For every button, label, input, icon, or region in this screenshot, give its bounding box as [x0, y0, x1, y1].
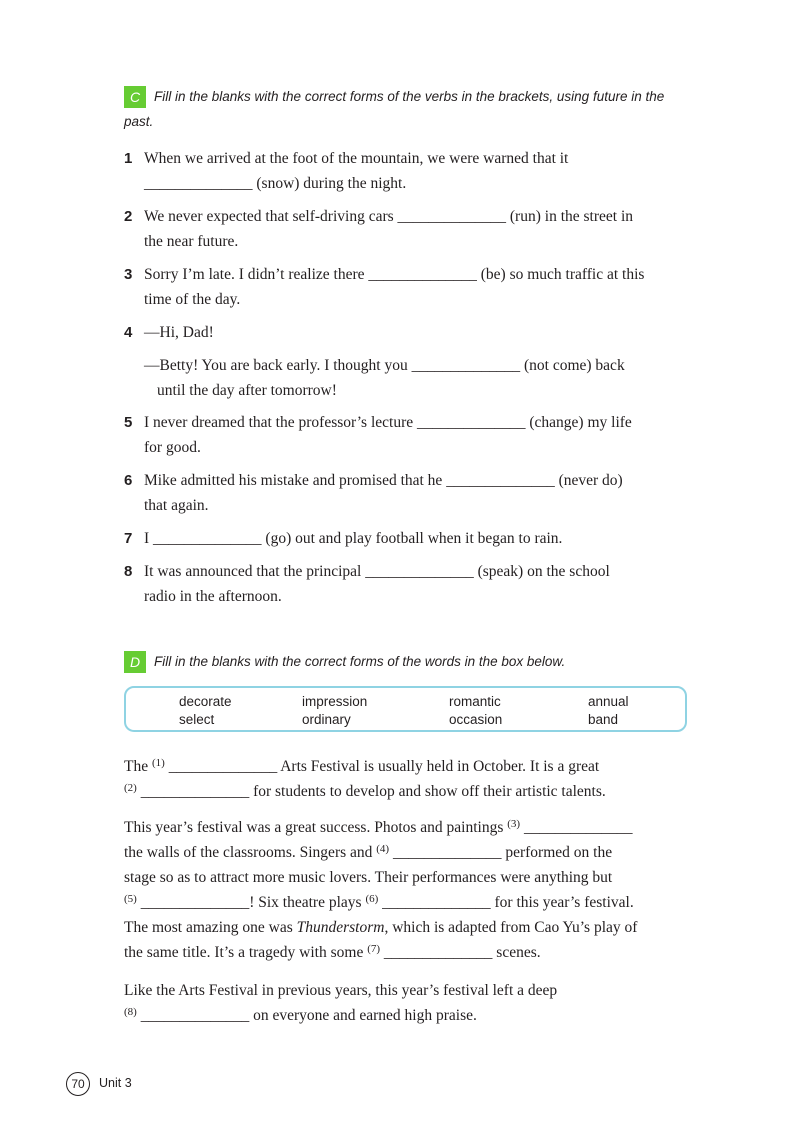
page-number: 70 [66, 1072, 90, 1096]
item-number: 3 [124, 266, 133, 283]
section-d-instruction-text: Fill in the blanks with the correct forms of the words in the box below. [154, 654, 566, 669]
passage-text: The [124, 758, 149, 775]
item-dialogue-reply [144, 353, 694, 403]
item-number: 4 [124, 324, 133, 341]
passage-text: ______________! Six theatre plays [140, 894, 362, 911]
item-number: 2 [124, 208, 133, 225]
passage-text: ______________ for students to develop and show off their artistic talents. [140, 783, 606, 800]
word-box-item: annual [588, 694, 629, 709]
passage-text: This year’s festival was a great success. Photos and paintings [124, 819, 504, 836]
section-c-instruction-line2: past. [124, 114, 154, 129]
word-box-item: romantic [449, 694, 501, 709]
passage-text: ______________ scenes. [383, 944, 541, 961]
passage-text: The most amazing one was [124, 919, 293, 936]
item-text-line2: for good. [144, 439, 201, 456]
word-box-item: ordinary [302, 712, 351, 727]
item-number: 7 [124, 530, 133, 547]
item-text-line3: until the day after tomorrow! [157, 382, 337, 399]
blank-number: (6) [365, 893, 379, 905]
unit-label: Unit 3 [99, 1076, 132, 1090]
play-title: Thunderstorm [296, 919, 385, 936]
passage-paragraph-1 [124, 754, 694, 804]
passage-text: ______________ for this year’s festival. [382, 894, 634, 911]
passage-text: ______________ on everyone and earned high praise. [140, 1007, 477, 1024]
blank-number: (8) [124, 1006, 137, 1018]
word-box-item: decorate [179, 694, 232, 709]
blank-number: (5) [124, 893, 137, 905]
passage-text: ______________ performed on the [392, 844, 613, 861]
item-text-line2: the near future. [144, 233, 239, 250]
blank-number: (4) [376, 843, 390, 855]
item-number: 8 [124, 563, 133, 580]
section-c-badge: C [124, 86, 146, 108]
word-box [124, 686, 687, 732]
exercise-item-8 [124, 559, 694, 609]
exercise-item-7 [124, 526, 694, 551]
exercise-item-6 [124, 468, 694, 518]
item-number: 1 [124, 150, 133, 167]
blank-number: (7) [367, 943, 381, 955]
item-text-line2: radio in the afternoon. [144, 588, 282, 605]
item-text-line2: —Betty! You are back early. I thought you ______________ (not come) back [144, 357, 625, 374]
item-text-line1: When we arrived at the foot of the mountain, we were warned that it [144, 150, 569, 167]
item-text-line1: I ______________ (go) out and play football when it began to rain. [144, 530, 563, 547]
word-box-item: select [179, 712, 215, 727]
exercise-item-1 [124, 146, 694, 196]
exercise-item-4 [124, 320, 694, 403]
passage-paragraph-2 [124, 815, 694, 965]
item-text-line2: ______________ (snow) during the night. [144, 175, 407, 192]
passage-paragraph-3 [124, 978, 694, 1028]
section-c-instruction [124, 84, 684, 134]
word-box-item: band [588, 712, 619, 727]
exercise-item-2 [124, 204, 694, 254]
passage-text: ______________ [523, 819, 633, 836]
item-text-line1: I never dreamed that the professor’s lecture ______________ (change) my life [144, 414, 632, 431]
passage-text: Like the Arts Festival in previous years, this year’s festival left a deep [124, 982, 558, 999]
item-text-line2: that again. [144, 497, 209, 514]
item-text-line2: time of the day. [144, 291, 241, 308]
item-text-line1: We never expected that self-driving cars ______________ (run) in the street in [144, 208, 633, 225]
passage-text: stage so as to attract more music lovers. Their performances were anything but [124, 869, 613, 886]
item-text-line1: It was announced that the principal ______________ (speak) on the school [144, 563, 610, 580]
exercise-item-3 [124, 262, 694, 312]
blank-number: (1) [151, 757, 165, 769]
word-box-item: occasion [449, 712, 503, 727]
blank-number: (3) [507, 818, 521, 830]
word-box-item: impression [302, 694, 368, 709]
item-text-line1: Sorry I’m late. I didn’t realize there ______________ (be) so much traffic at this [144, 266, 645, 283]
item-text-line1: —Hi, Dad! [144, 324, 214, 341]
passage-text: ______________ Arts Festival is usually held in October. It is a great [168, 758, 600, 775]
item-text-line1: Mike admitted his mistake and promised that he ______________ (never do) [144, 472, 623, 489]
item-number: 6 [124, 472, 133, 489]
item-number: 5 [124, 414, 133, 431]
passage-text: the walls of the classrooms. Singers and [124, 844, 373, 861]
passage-text: the same title. It’s a tragedy with some [124, 944, 364, 961]
passage-text: , which is adapted from Cao Yu’s play of [384, 919, 638, 936]
blank-number: (2) [124, 782, 137, 794]
exercise-item-5 [124, 410, 694, 460]
section-d-badge: D [124, 651, 146, 673]
section-c-instruction-line1: Fill in the blanks with the correct forms of the verbs in the brackets, using future in the [154, 89, 665, 104]
section-d-instruction [124, 649, 684, 674]
